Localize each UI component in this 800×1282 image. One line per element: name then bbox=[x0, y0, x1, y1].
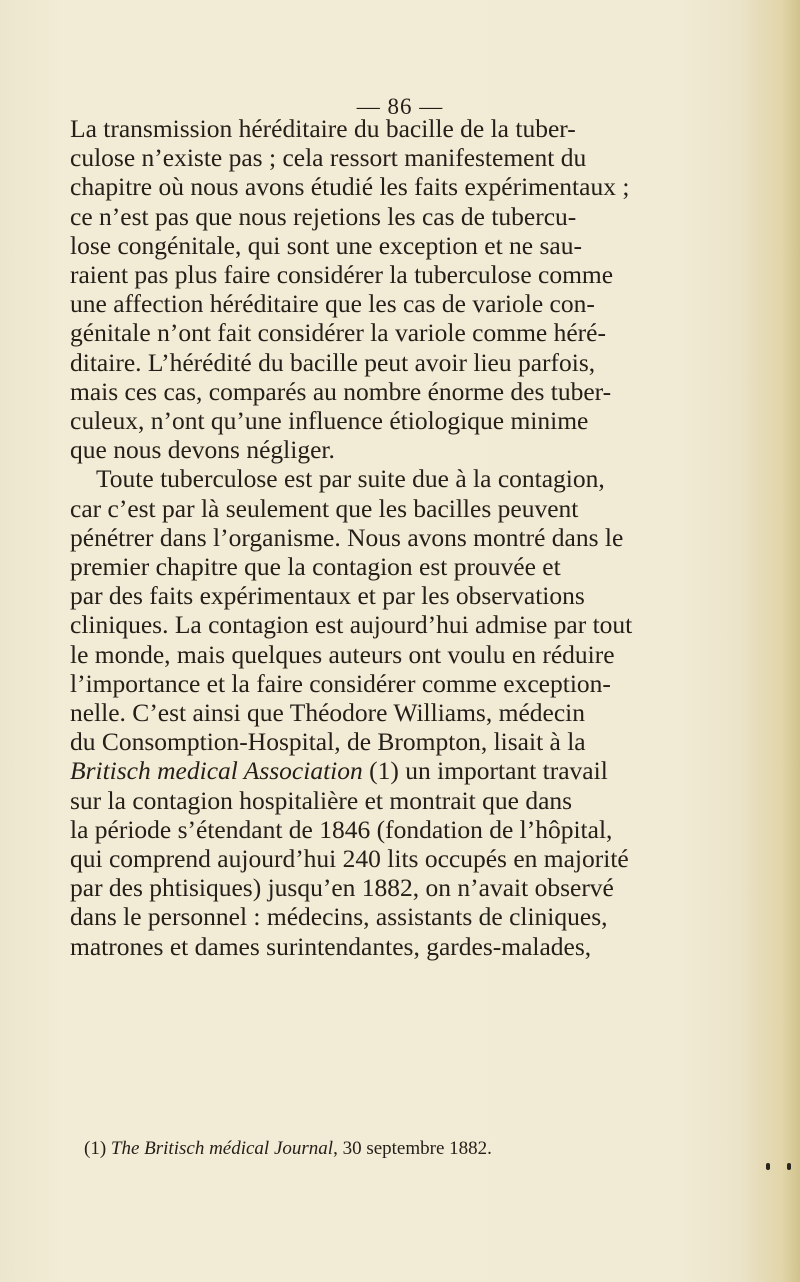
text-line: raient pas plus faire considérer la tuberculose comme bbox=[70, 260, 614, 290]
text-line: du Consomption-Hospital, de Brompton, lisait à la bbox=[70, 727, 586, 757]
text-line: Toute tuberculose est par suite due à la contagion, bbox=[96, 464, 605, 494]
text-line: la période s’étendant de 1846 (fondation de l’hôpital, bbox=[70, 814, 613, 844]
text-line: culeux, n’ont qu’une influence étiologique minime bbox=[70, 406, 589, 436]
footnote-journal-title: The Britisch médical Journal bbox=[110, 1138, 334, 1159]
text-line: matrones et dames surintendantes, gardes-malades, bbox=[70, 931, 592, 961]
text-line: sur la contagion hospitalière et montrait que dans bbox=[70, 785, 573, 815]
citation-title: Britisch medical Association bbox=[70, 756, 363, 786]
text-line: La transmission héréditaire du bacille de la tuber- bbox=[70, 114, 576, 143]
text-line: mais ces cas, comparés au nombre énorme des tuber- bbox=[70, 376, 612, 406]
text-line: nelle. C’est ainsi que Théodore Williams, médecin bbox=[70, 698, 585, 728]
ink-speck bbox=[766, 1163, 770, 1170]
footnote-marker: (1) bbox=[84, 1138, 111, 1159]
text-line: par des phtisiques) jusqu’en 1882, on n’avait observé bbox=[70, 873, 614, 903]
text-line: une affection héréditaire que les cas de variole con- bbox=[70, 289, 595, 319]
text-line: ce n’est pas que nous rejetions les cas de tubercu- bbox=[70, 201, 577, 231]
footnote-date: , 30 septembre 1882. bbox=[333, 1138, 492, 1159]
main-text bbox=[70, 114, 744, 961]
page-number: — 86 — bbox=[356, 94, 444, 119]
text-line: chapitre où nous avons étudié les faits expérimentaux ; bbox=[70, 172, 630, 202]
text-line: l’importance et la faire considérer comme exception- bbox=[70, 668, 611, 698]
text-line: que nous devons négliger. bbox=[70, 435, 335, 465]
text-line: lose congénitale, qui sont une exception et ne sau- bbox=[70, 230, 582, 260]
text-line: génitale n’ont fait considérer la variole comme héré- bbox=[70, 318, 606, 348]
page-edge-discoloration bbox=[740, 0, 800, 1282]
text-line: par des faits expérimentaux et par les observations bbox=[70, 581, 585, 611]
text-line: pénétrer dans l’organisme. Nous avons montré dans le bbox=[70, 522, 624, 552]
text-line: premier chapitre que la contagion est prouvée et bbox=[70, 552, 561, 582]
citation-rest: (1) un important travail bbox=[362, 756, 608, 786]
text-line-with-citation bbox=[70, 756, 608, 785]
text-line: cliniques. La contagion est aujourd’hui admise par tout bbox=[70, 610, 633, 640]
text-line: car c’est par là seulement que les bacilles peuvent bbox=[70, 493, 579, 523]
text-line: culose n’existe pas ; cela ressort manifestement du bbox=[70, 143, 587, 173]
text-line: dans le personnel : médecins, assistants de cliniques, bbox=[70, 902, 608, 932]
text-line: ditaire. L’hérédité du bacille peut avoir lieu parfois, bbox=[70, 347, 596, 377]
ink-speck bbox=[787, 1163, 791, 1170]
footnote bbox=[84, 1138, 744, 1160]
paragraph-1 bbox=[70, 114, 744, 464]
paragraph-2 bbox=[70, 464, 744, 960]
text-line: le monde, mais quelques auteurs ont voulu en réduire bbox=[70, 639, 615, 669]
text-line: qui comprend aujourd’hui 240 lits occupés en majorité bbox=[70, 844, 629, 874]
